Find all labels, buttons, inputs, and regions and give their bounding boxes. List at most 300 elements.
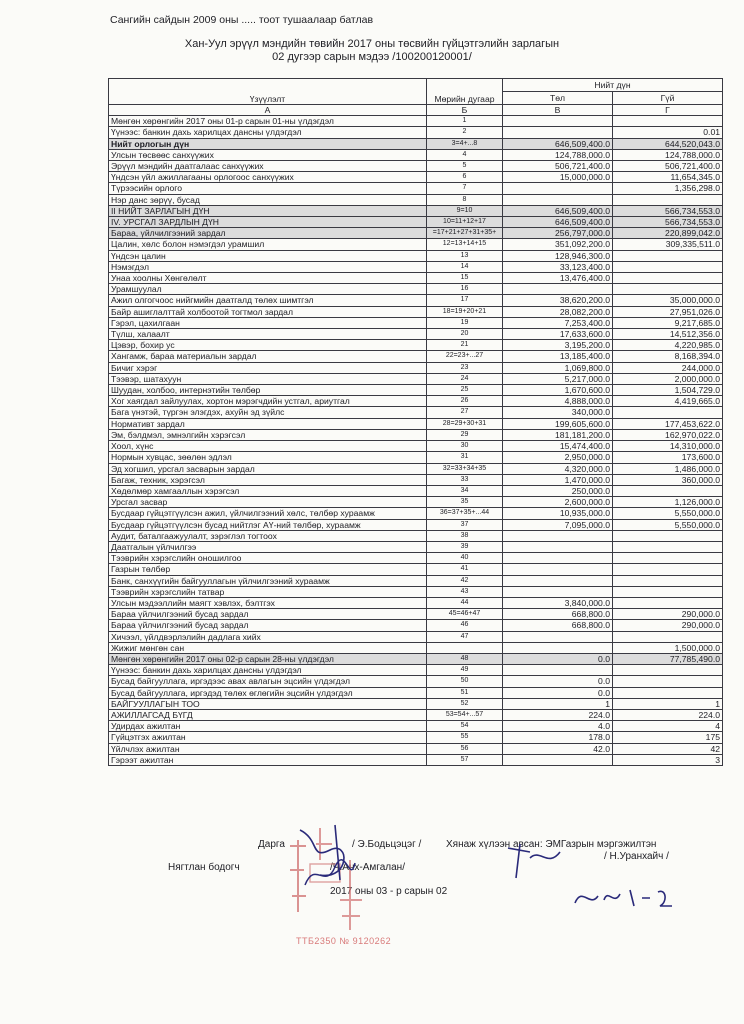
row-number: 38 — [427, 530, 503, 541]
row-plan-value: 5,217,000.0 — [503, 373, 613, 384]
row-indicator-name: Цалин, хөлс болон нэмэгдэл урамшил — [109, 239, 427, 250]
row-indicator-name: Үүнээс: банкин дахь харилцах дансны үлдэгдэл — [109, 665, 427, 676]
row-performance-value: 1,500,000.0 — [613, 642, 723, 653]
row-plan-value — [503, 183, 613, 194]
row-plan-value: 1 — [503, 698, 613, 709]
header-row-number: Мөрийн дугаар — [427, 79, 503, 105]
table-row — [109, 687, 723, 698]
row-indicator-name: Шуудан, холбоо, интернэтийн төлбөр — [109, 385, 427, 396]
table-row — [109, 194, 723, 205]
row-plan-value — [503, 564, 613, 575]
row-indicator-name: Байр ашиглалттай холбоотой тогтмол зардал — [109, 306, 427, 317]
row-performance-value: 14,512,356.0 — [613, 329, 723, 340]
table-row — [109, 541, 723, 552]
letter-b: Б — [427, 105, 503, 116]
table-row — [109, 497, 723, 508]
row-indicator-name: Нэр данс зөрүү, бусад — [109, 194, 427, 205]
table-row — [109, 653, 723, 664]
table-row — [109, 116, 723, 127]
table-row — [109, 452, 723, 463]
row-number: 1 — [427, 116, 503, 127]
row-plan-value: 3,840,000.0 — [503, 597, 613, 608]
row-plan-value: 181,181,200.0 — [503, 429, 613, 440]
row-number: 41 — [427, 564, 503, 575]
row-plan-value: 1,670,600.0 — [503, 385, 613, 396]
row-plan-value: 224.0 — [503, 709, 613, 720]
row-performance-value: 506,721,400.0 — [613, 161, 723, 172]
row-number: 7 — [427, 183, 503, 194]
row-plan-value: 199,605,600.0 — [503, 418, 613, 429]
letter-a: А — [109, 105, 427, 116]
row-performance-value — [613, 250, 723, 261]
row-performance-value — [613, 687, 723, 698]
table-row — [109, 329, 723, 340]
row-indicator-name: Хог хаягдал зайлуулах, хортон мэрэгчдийн устгал, ариутгал — [109, 396, 427, 407]
row-number: 16 — [427, 284, 503, 295]
row-number: 49 — [427, 665, 503, 676]
row-performance-value: 1,126,000.0 — [613, 497, 723, 508]
row-number: 22=23+...27 — [427, 351, 503, 362]
table-row — [109, 228, 723, 239]
table-row — [109, 172, 723, 183]
row-indicator-name: Бичиг хэрэг — [109, 362, 427, 373]
row-number: 27 — [427, 407, 503, 418]
row-indicator-name: Хичээл, үйлдвэрлэлийн дадлага хийх — [109, 631, 427, 642]
row-number: 19 — [427, 317, 503, 328]
accountant-name: /Ч.Анх-Амгалан/ — [330, 862, 405, 873]
row-number: 39 — [427, 541, 503, 552]
row-plan-value — [503, 665, 613, 676]
handwritten-date-icon — [570, 878, 680, 918]
row-indicator-name: Жижиг мөнгөн сан — [109, 642, 427, 653]
row-performance-value — [613, 586, 723, 597]
table-row — [109, 418, 723, 429]
row-performance-value: 177,453,622.0 — [613, 418, 723, 429]
row-number: 35 — [427, 497, 503, 508]
table-row — [109, 127, 723, 138]
table-row — [109, 508, 723, 519]
row-plan-value: 124,788,000.0 — [503, 149, 613, 160]
row-indicator-name: Түрээсийн орлого — [109, 183, 427, 194]
row-performance-value: 566,734,553.0 — [613, 217, 723, 228]
row-indicator-name: Үйлчлэх ажилтан — [109, 743, 427, 754]
row-plan-value — [503, 642, 613, 653]
row-indicator-name: Бусад байгууллага, иргэдэд төлөх өглөгийн эцсийн үлдэгдэл — [109, 687, 427, 698]
row-indicator-name: Нормын хувцас, зөөлөн эдлэл — [109, 452, 427, 463]
row-plan-value — [503, 575, 613, 586]
row-number: 17 — [427, 295, 503, 306]
row-performance-value — [613, 530, 723, 541]
row-plan-value: 668,800.0 — [503, 609, 613, 620]
row-plan-value: 4,320,000.0 — [503, 463, 613, 474]
row-performance-value — [613, 553, 723, 564]
table-row — [109, 317, 723, 328]
row-indicator-name: Цэвэр, бохир ус — [109, 340, 427, 351]
row-plan-value: 15,000,000.0 — [503, 172, 613, 183]
row-performance-value: 644,520,043.0 — [613, 138, 723, 149]
row-number: 13 — [427, 250, 503, 261]
row-indicator-name: Эд хогшил, урсгал засварын зардал — [109, 463, 427, 474]
row-plan-value: 1,470,000.0 — [503, 474, 613, 485]
row-number: 44 — [427, 597, 503, 608]
row-performance-value: 290,000.0 — [613, 609, 723, 620]
header-plan: Төл — [503, 92, 613, 105]
table-row — [109, 306, 723, 317]
row-performance-value: 173,600.0 — [613, 452, 723, 463]
row-indicator-name: Газрын төлбөр — [109, 564, 427, 575]
letter-g: Г — [613, 105, 723, 116]
table-row — [109, 519, 723, 530]
row-number: 37 — [427, 519, 503, 530]
table-row — [109, 631, 723, 642]
row-indicator-name: БАЙГУУЛЛАГЫН ТОО — [109, 698, 427, 709]
report-date: 2017 оны 03 - р сарын 02 — [330, 886, 448, 897]
row-indicator-name: Эрүүл мэндийн даатгалаас санхүүжих — [109, 161, 427, 172]
table-row — [109, 743, 723, 754]
row-performance-value: 42 — [613, 743, 723, 754]
row-performance-value — [613, 116, 723, 127]
row-plan-value — [503, 530, 613, 541]
row-plan-value: 7,253,400.0 — [503, 317, 613, 328]
row-indicator-name: Түлш, халаалт — [109, 329, 427, 340]
row-indicator-name: Эм, бэлдмэл, эмнэлгийн хэрэгсэл — [109, 429, 427, 440]
row-indicator-name: Хөдөлмөр хамгааллын хэрэгсэл — [109, 485, 427, 496]
row-number: 54 — [427, 721, 503, 732]
row-number: 12=13+14+15 — [427, 239, 503, 250]
row-performance-value — [613, 273, 723, 284]
row-performance-value: 2,000,000.0 — [613, 373, 723, 384]
table-row — [109, 217, 723, 228]
row-plan-value: 646,509,400.0 — [503, 205, 613, 216]
row-performance-value: 11,654,345.0 — [613, 172, 723, 183]
table-row — [109, 396, 723, 407]
row-performance-value — [613, 665, 723, 676]
table-row — [109, 183, 723, 194]
row-indicator-name: Үндсэн цалин — [109, 250, 427, 261]
row-indicator-name: Мөнгөн хөрөнгийн 2017 оны 02-р сарын 28-ны үлдэгдэл — [109, 653, 427, 664]
table-row — [109, 239, 723, 250]
table-row — [109, 463, 723, 474]
row-performance-value: 35,000,000.0 — [613, 295, 723, 306]
row-plan-value: 33,123,400.0 — [503, 261, 613, 272]
table-row — [109, 284, 723, 295]
row-plan-value: 340,000.0 — [503, 407, 613, 418]
row-number: 45=46+47 — [427, 609, 503, 620]
table-row — [109, 721, 723, 732]
director-name: / Э.Бодьцэцэг / — [352, 839, 422, 850]
row-number: 15 — [427, 273, 503, 284]
table-row — [109, 273, 723, 284]
row-performance-value: 14,310,000.0 — [613, 441, 723, 452]
row-performance-value: 27,951,026.0 — [613, 306, 723, 317]
table-row — [109, 429, 723, 440]
row-indicator-name: Даатгалын үйлчилгээ — [109, 541, 427, 552]
row-plan-value — [503, 631, 613, 642]
row-number: 48 — [427, 653, 503, 664]
row-indicator-name: Үндсэн үйл ажиллагааны орлогоос санхүүжих — [109, 172, 427, 183]
row-indicator-name: Гэрээт ажилтан — [109, 754, 427, 765]
reviewer-signature-icon — [500, 838, 570, 888]
row-plan-value — [503, 553, 613, 564]
row-performance-value — [613, 194, 723, 205]
report-body — [109, 116, 723, 766]
row-performance-value: 244,000.0 — [613, 362, 723, 373]
row-number: 2 — [427, 127, 503, 138]
header-performance: Гүй — [613, 92, 723, 105]
row-number: 30 — [427, 441, 503, 452]
header-total: Нийт дүн — [503, 79, 723, 92]
row-plan-value: 178.0 — [503, 732, 613, 743]
table-row — [109, 586, 723, 597]
row-performance-value: 360,000.0 — [613, 474, 723, 485]
row-indicator-name: Улсын төсвөөс санхүүжих — [109, 149, 427, 160]
row-indicator-name: Бараа, үйлчилгээний зардал — [109, 228, 427, 239]
table-row — [109, 754, 723, 765]
letter-v: В — [503, 105, 613, 116]
row-performance-value: 162,970,022.0 — [613, 429, 723, 440]
row-indicator-name: Ажил олгогчоос нийгмийн даатгалд төлөх шимтгэл — [109, 295, 427, 306]
row-number: 3=4+...8 — [427, 138, 503, 149]
row-performance-value: 175 — [613, 732, 723, 743]
expense-report-table — [108, 78, 723, 766]
row-plan-value: 506,721,400.0 — [503, 161, 613, 172]
row-performance-value: 0.01 — [613, 127, 723, 138]
row-performance-value: 8,168,394.0 — [613, 351, 723, 362]
row-indicator-name: Хоол, хүнс — [109, 441, 427, 452]
row-plan-value — [503, 284, 613, 295]
row-plan-value: 668,800.0 — [503, 620, 613, 631]
report-title-line2: 02 дугээр сарын мэдээ /100200120001/ — [272, 51, 472, 63]
row-indicator-name: Нэмэгдэл — [109, 261, 427, 272]
report-title-line1: Хан-Уул эрүүл мэндийн төвийн 2017 оны төсвийн гүйцэтгэлийн зарлагын — [184, 38, 560, 50]
row-plan-value: 0.0 — [503, 687, 613, 698]
row-number: 4 — [427, 149, 503, 160]
row-number: 34 — [427, 485, 503, 496]
row-performance-value: 566,734,553.0 — [613, 205, 723, 216]
table-row — [109, 609, 723, 620]
row-number: 31 — [427, 452, 503, 463]
row-performance-value — [613, 676, 723, 687]
accountant-label: Нягтлан бодогч — [168, 862, 240, 873]
row-plan-value: 28,082,200.0 — [503, 306, 613, 317]
row-plan-value — [503, 541, 613, 552]
row-plan-value: 17,633,600.0 — [503, 329, 613, 340]
table-row — [109, 698, 723, 709]
row-indicator-name: Гэрэл, цахилгаан — [109, 317, 427, 328]
row-plan-value — [503, 754, 613, 765]
row-plan-value: 38,620,200.0 — [503, 295, 613, 306]
row-performance-value: 4,419,665.0 — [613, 396, 723, 407]
table-row — [109, 665, 723, 676]
row-indicator-name: II НИЙТ ЗАРЛАГЫН ДҮН — [109, 205, 427, 216]
row-performance-value: 5,550,000.0 — [613, 508, 723, 519]
row-number: 25 — [427, 385, 503, 396]
table-row — [109, 351, 723, 362]
table-row — [109, 474, 723, 485]
table-row — [109, 261, 723, 272]
row-indicator-name: Хангамж, бараа материалын зардал — [109, 351, 427, 362]
row-number: 28=29+30+31 — [427, 418, 503, 429]
row-performance-value: 5,550,000.0 — [613, 519, 723, 530]
row-performance-value: 124,788,000.0 — [613, 149, 723, 160]
row-plan-value: 15,474,400.0 — [503, 441, 613, 452]
row-plan-value: 3,195,200.0 — [503, 340, 613, 351]
row-plan-value: 4.0 — [503, 721, 613, 732]
row-number: 5 — [427, 161, 503, 172]
row-performance-value: 4,220,985.0 — [613, 340, 723, 351]
row-performance-value — [613, 631, 723, 642]
row-indicator-name: Бусдаар гүйцэтгүүлсэн ажил, үйлчилгээний хөлс, төлбөр хураамж — [109, 508, 427, 519]
row-number: 23 — [427, 362, 503, 373]
table-row — [109, 709, 723, 720]
row-number: 14 — [427, 261, 503, 272]
row-number: 6 — [427, 172, 503, 183]
row-plan-value: 646,509,400.0 — [503, 138, 613, 149]
row-performance-value — [613, 575, 723, 586]
row-plan-value: 13,476,400.0 — [503, 273, 613, 284]
row-indicator-name: Мөнгөн хөрөнгийн 2017 оны 01-р сарын 01-ны үлдэгдэл — [109, 116, 427, 127]
row-performance-value: 4 — [613, 721, 723, 732]
row-number: 21 — [427, 340, 503, 351]
table-row — [109, 385, 723, 396]
table-row — [109, 530, 723, 541]
row-indicator-name: Тээврийн хэрэгслийн татвар — [109, 586, 427, 597]
director-label: Дарга — [258, 839, 285, 850]
row-performance-value: 290,000.0 — [613, 620, 723, 631]
row-performance-value: 220,899,042.0 — [613, 228, 723, 239]
row-performance-value: 1 — [613, 698, 723, 709]
row-performance-value: 224.0 — [613, 709, 723, 720]
row-performance-value: 1,356,298.0 — [613, 183, 723, 194]
row-indicator-name: Улсын мэдээллийн маягт хэвлэх, бэлтгэх — [109, 597, 427, 608]
row-performance-value: 309,335,511.0 — [613, 239, 723, 250]
row-plan-value: 4,888,000.0 — [503, 396, 613, 407]
row-performance-value — [613, 485, 723, 496]
row-number: 18=19+20+21 — [427, 306, 503, 317]
table-row — [109, 362, 723, 373]
row-number: 53=54+...57 — [427, 709, 503, 720]
table-row — [109, 485, 723, 496]
row-number: 56 — [427, 743, 503, 754]
row-indicator-name: Удирдах ажилтан — [109, 721, 427, 732]
table-row — [109, 642, 723, 653]
row-number: 33 — [427, 474, 503, 485]
row-number: 42 — [427, 575, 503, 586]
row-performance-value — [613, 597, 723, 608]
row-plan-value: 128,946,300.0 — [503, 250, 613, 261]
table-row — [109, 149, 723, 160]
header-indicator: Үзүүлэлт — [109, 79, 427, 105]
table-row — [109, 575, 723, 586]
row-indicator-name: Урамшуулал — [109, 284, 427, 295]
row-number: 55 — [427, 732, 503, 743]
row-indicator-name: Аудит, баталгаажуулалт, зэрэглэл тогтоох — [109, 530, 427, 541]
row-number: 50 — [427, 676, 503, 687]
table-row — [109, 250, 723, 261]
row-performance-value: 77,785,490.0 — [613, 653, 723, 664]
row-indicator-name: Тээвэр, шатахуун — [109, 373, 427, 384]
row-indicator-name: Багаж, техник, хэрэгсэл — [109, 474, 427, 485]
row-number: 24 — [427, 373, 503, 384]
table-row — [109, 553, 723, 564]
row-indicator-name: Унаа хоолны Хөнгөлөлт — [109, 273, 427, 284]
row-indicator-name: Урсгал засвар — [109, 497, 427, 508]
row-performance-value: 1,504,729.0 — [613, 385, 723, 396]
row-indicator-name: Гүйцэтгэх ажилтан — [109, 732, 427, 743]
row-performance-value: 9,217,685.0 — [613, 317, 723, 328]
table-row — [109, 205, 723, 216]
row-plan-value: 250,000.0 — [503, 485, 613, 496]
row-number: 46 — [427, 620, 503, 631]
row-performance-value — [613, 284, 723, 295]
table-row — [109, 620, 723, 631]
accountant-signature-icon — [300, 855, 360, 895]
row-number: 20 — [427, 329, 503, 340]
row-number: 47 — [427, 631, 503, 642]
row-indicator-name: Бусдаар гүйцэтгүүлсэн бусад нийтлэг АҮ-ний төлбөр, хураамж — [109, 519, 427, 530]
row-number: =17+21+27+31+35+ — [427, 228, 503, 239]
row-indicator-name: Банк, санхүүгийн байгууллагын үйлчилгээний хураамж — [109, 575, 427, 586]
row-number: 51 — [427, 687, 503, 698]
row-indicator-name: IV. УРСГАЛ ЗАРДЛЫН ДҮН — [109, 217, 427, 228]
row-number: 52 — [427, 698, 503, 709]
row-indicator-name: Нийт орлогын дүн — [109, 138, 427, 149]
row-number: 29 — [427, 429, 503, 440]
row-plan-value: 2,950,000.0 — [503, 452, 613, 463]
table-row — [109, 597, 723, 608]
row-plan-value: 1,069,800.0 — [503, 362, 613, 373]
reviewer-name: / Н.Уранхайч / — [604, 851, 669, 862]
row-plan-value: 256,797,000.0 — [503, 228, 613, 239]
row-performance-value — [613, 261, 723, 272]
reviewer-label: Хянаж хүлээн авсан: ЭМГазрын мэргэжилтэн — [446, 839, 657, 850]
row-number: 9=10 — [427, 205, 503, 216]
table-row — [109, 340, 723, 351]
table-row — [109, 564, 723, 575]
row-plan-value: 7,095,000.0 — [503, 519, 613, 530]
row-indicator-name: Бага үнэтэй, түргэн элэгдэх, ахуйн эд зүйлс — [109, 407, 427, 418]
table-row — [109, 407, 723, 418]
row-number: 26 — [427, 396, 503, 407]
row-performance-value — [613, 564, 723, 575]
row-performance-value — [613, 407, 723, 418]
table-row — [109, 295, 723, 306]
row-plan-value: 351,092,200.0 — [503, 239, 613, 250]
row-plan-value: 0.0 — [503, 653, 613, 664]
row-plan-value — [503, 116, 613, 127]
row-number: 43 — [427, 586, 503, 597]
row-number: 10=11+12+17 — [427, 217, 503, 228]
row-number — [427, 642, 503, 653]
row-indicator-name: Үүнээс: банкин дахь харилцах дансны үлдэгдэл — [109, 127, 427, 138]
row-indicator-name: Нормативт зардал — [109, 418, 427, 429]
row-indicator-name: Бусад байгууллага, иргэдээс авах авлагын эцсийн үлдэгдэл — [109, 676, 427, 687]
row-indicator-name: Бараа үйлчилгээний бусад зардал — [109, 620, 427, 631]
stamp-number: ТТБ2350 № 9120262 — [296, 936, 392, 946]
row-plan-value: 42.0 — [503, 743, 613, 754]
row-indicator-name: АЖИЛЛАГСАД БҮГД — [109, 709, 427, 720]
table-row — [109, 441, 723, 452]
approval-note: Сангийн сайдын 2009 оны ..... тоот тушаалаар батлав — [110, 14, 374, 26]
row-number: 32=33+34+35 — [427, 463, 503, 474]
row-plan-value: 646,509,400.0 — [503, 217, 613, 228]
table-row — [109, 676, 723, 687]
table-row — [109, 732, 723, 743]
row-plan-value — [503, 194, 613, 205]
row-number: 40 — [427, 553, 503, 564]
table-row — [109, 138, 723, 149]
table-row — [109, 373, 723, 384]
